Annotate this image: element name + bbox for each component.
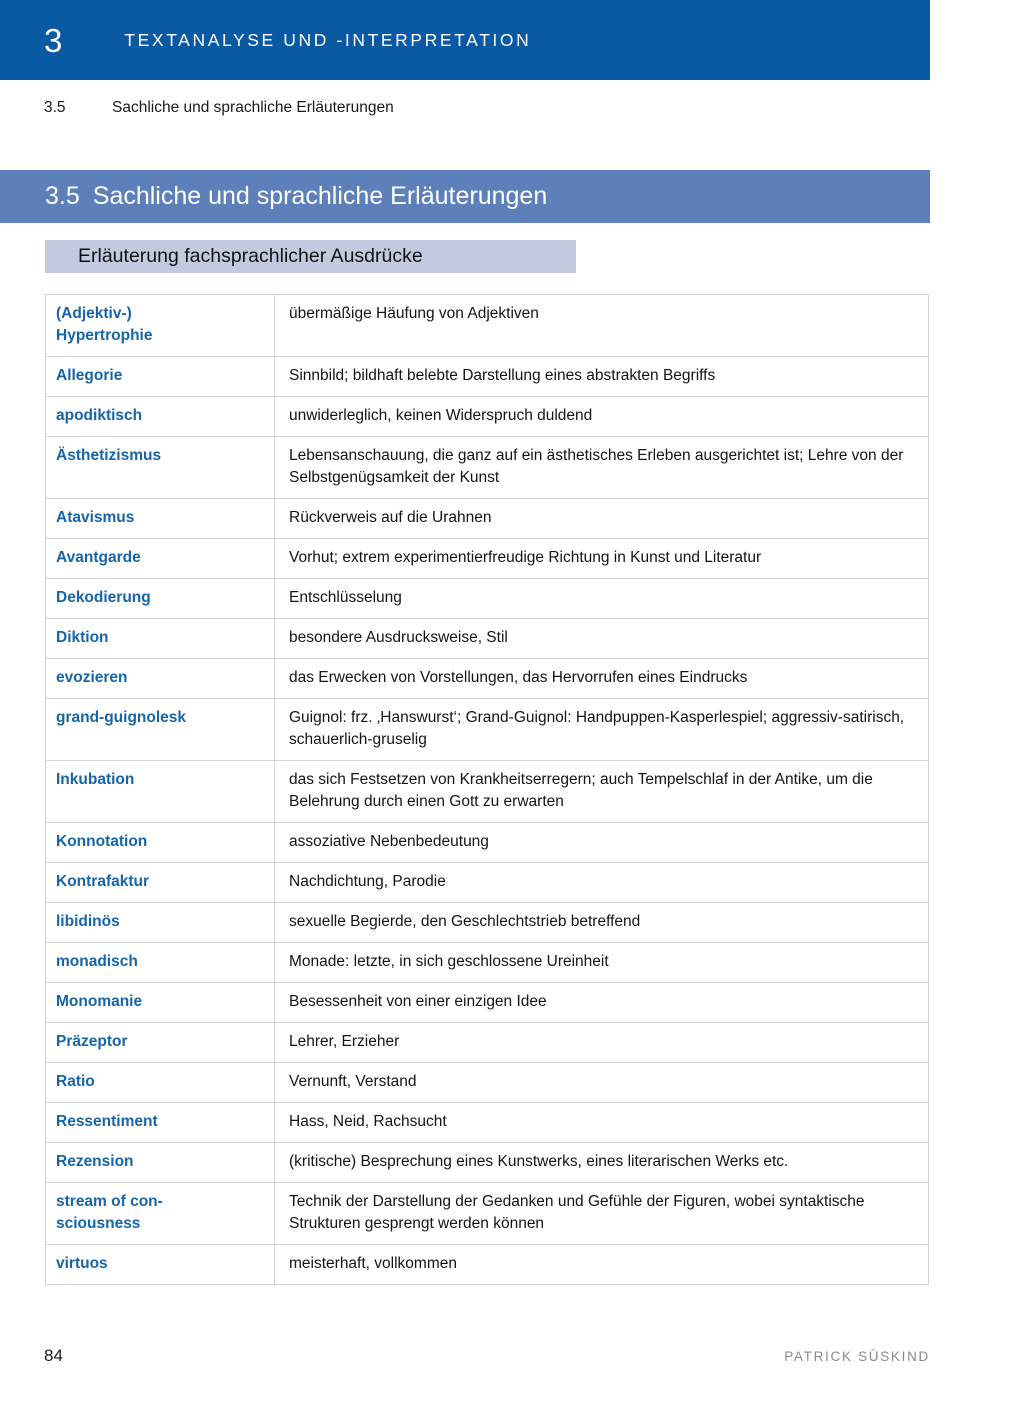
glossary-definition: das sich Festsetzen von Krankheitserregern; auch Tempelschlaf in der Antike, um die Belehrung durch einen Gott zu erwarten bbox=[275, 761, 929, 823]
glossary-term-line: Ratio bbox=[56, 1073, 95, 1090]
glossary-row bbox=[46, 823, 929, 863]
glossary-term-line: sciousness bbox=[56, 1215, 141, 1232]
glossary-term bbox=[46, 1063, 275, 1103]
glossary-row bbox=[46, 943, 929, 983]
glossary-term bbox=[46, 983, 275, 1023]
glossary-term bbox=[46, 619, 275, 659]
glossary-definition: Monade: letzte, in sich geschlossene Ureinheit bbox=[275, 943, 929, 983]
glossary-term bbox=[46, 579, 275, 619]
breadcrumb bbox=[44, 99, 394, 117]
glossary-row bbox=[46, 579, 929, 619]
glossary-row bbox=[46, 1245, 929, 1285]
glossary-term-line: libidinös bbox=[56, 913, 120, 930]
glossary-term bbox=[46, 659, 275, 699]
glossary-term-line: grand-guignolesk bbox=[56, 709, 187, 726]
glossary-term bbox=[46, 761, 275, 823]
glossary-term-line: (Adjektiv-) bbox=[56, 305, 132, 322]
glossary-term-line: Dekodierung bbox=[56, 589, 151, 606]
glossary-term-line: evozieren bbox=[56, 669, 128, 686]
glossary-definition: Technik der Darstellung der Gedanken und Gefühle der Figuren, wobei syntaktische Strukturen gesprengt werden können bbox=[275, 1183, 929, 1245]
glossary-term bbox=[46, 1143, 275, 1183]
glossary-row bbox=[46, 1103, 929, 1143]
glossary-row bbox=[46, 761, 929, 823]
glossary-definition: Besessenheit von einer einzigen Idee bbox=[275, 983, 929, 1023]
glossary-term bbox=[46, 539, 275, 579]
glossary-term-line: apodiktisch bbox=[56, 407, 143, 424]
glossary-definition: besondere Ausdrucksweise, Stil bbox=[275, 619, 929, 659]
glossary-row bbox=[46, 863, 929, 903]
glossary-row bbox=[46, 539, 929, 579]
section-heading-bar bbox=[0, 170, 930, 223]
glossary-definition: assoziative Nebenbedeutung bbox=[275, 823, 929, 863]
glossary-term-line: Allegorie bbox=[56, 367, 123, 384]
glossary-term bbox=[46, 823, 275, 863]
glossary-term bbox=[46, 1183, 275, 1245]
glossary-row bbox=[46, 1063, 929, 1103]
glossary-definition: unwiderleglich, keinen Widerspruch duldend bbox=[275, 397, 929, 437]
glossary-definition: das Erwecken von Vorstellungen, das Hervorrufen eines Eindrucks bbox=[275, 659, 929, 699]
glossary-definition: meisterhaft, vollkommen bbox=[275, 1245, 929, 1285]
glossary-row bbox=[46, 1023, 929, 1063]
glossary-term bbox=[46, 295, 275, 357]
glossary-row bbox=[46, 295, 929, 357]
glossary-row bbox=[46, 619, 929, 659]
subtitle-text: Erläuterung fachsprachlicher Ausdrücke bbox=[78, 245, 423, 267]
glossary-term-line: Hypertrophie bbox=[56, 327, 153, 344]
glossary-term-line: Rezension bbox=[56, 1153, 134, 1170]
glossary-definition: sexuelle Begierde, den Geschlechtstrieb betreffend bbox=[275, 903, 929, 943]
glossary-term-line: Konnotation bbox=[56, 833, 148, 850]
glossary-term bbox=[46, 943, 275, 983]
glossary-term-line: virtuos bbox=[56, 1255, 108, 1272]
glossary-row bbox=[46, 659, 929, 699]
page-number: 84 bbox=[44, 1346, 63, 1365]
chapter-title: TEXTANALYSE UND -INTERPRETATION bbox=[124, 29, 532, 50]
glossary-row bbox=[46, 983, 929, 1023]
glossary-term bbox=[46, 397, 275, 437]
glossary-definition: (kritische) Besprechung eines Kunstwerks, eines literarischen Werks etc. bbox=[275, 1143, 929, 1183]
glossary-term bbox=[46, 1245, 275, 1285]
glossary-row bbox=[46, 1183, 929, 1245]
section-title: Sachliche und sprachliche Erläuterungen bbox=[92, 182, 548, 210]
glossary-term-line: Diktion bbox=[56, 629, 109, 646]
glossary-row bbox=[46, 357, 929, 397]
footer-author: PATRICK SÜSKIND bbox=[784, 1349, 930, 1364]
glossary-definition: Sinnbild; bildhaft belebte Darstellung eines abstrakten Begriffs bbox=[275, 357, 929, 397]
glossary-definition: Vorhut; extrem experimentierfreudige Richtung in Kunst und Literatur bbox=[275, 539, 929, 579]
glossary-definition: Rückverweis auf die Urahnen bbox=[275, 499, 929, 539]
breadcrumb-label: Sachliche und sprachliche Erläuterungen bbox=[112, 99, 394, 116]
glossary-term bbox=[46, 1023, 275, 1063]
chapter-number: 3 bbox=[44, 21, 63, 59]
glossary-term bbox=[46, 863, 275, 903]
glossary-definition: Lehrer, Erzieher bbox=[275, 1023, 929, 1063]
glossary-term-line: monadisch bbox=[56, 953, 138, 970]
glossary-definition: übermäßige Häufung von Adjektiven bbox=[275, 295, 929, 357]
glossary-row bbox=[46, 397, 929, 437]
glossary-definition: Vernunft, Verstand bbox=[275, 1063, 929, 1103]
glossary-row bbox=[46, 499, 929, 539]
glossary-definition: Hass, Neid, Rachsucht bbox=[275, 1103, 929, 1143]
chapter-header-band bbox=[0, 0, 930, 80]
glossary-definition: Nachdichtung, Parodie bbox=[275, 863, 929, 903]
glossary-table bbox=[45, 294, 929, 1285]
glossary-term-line: stream of con- bbox=[56, 1193, 163, 1210]
glossary-term bbox=[46, 437, 275, 499]
subtitle-band bbox=[45, 240, 576, 273]
page-footer bbox=[0, 1346, 1024, 1370]
glossary-term-line: Atavismus bbox=[56, 509, 135, 526]
glossary-term bbox=[46, 357, 275, 397]
glossary-term-line: Präzeptor bbox=[56, 1033, 128, 1050]
glossary-term bbox=[46, 1103, 275, 1143]
glossary-definition: Entschlüsselung bbox=[275, 579, 929, 619]
glossary-term-line: Monomanie bbox=[56, 993, 143, 1010]
glossary-row bbox=[46, 437, 929, 499]
glossary-term bbox=[46, 499, 275, 539]
glossary-definition: Lebensanschauung, die ganz auf ein ästhetisches Erleben ausgerichtet ist; Lehre von der Selbstgenügsamkeit der Kunst bbox=[275, 437, 929, 499]
glossary-definition: Guignol: frz. ‚Hanswurst‘; Grand-Guignol: Handpuppen-Kasperlespiel; aggressiv-satirisch, schauerlich-gruselig bbox=[275, 699, 929, 761]
glossary-term-line: Ästhetizismus bbox=[56, 447, 162, 464]
glossary-term-line: Kontrafaktur bbox=[56, 873, 150, 890]
glossary-row bbox=[46, 699, 929, 761]
glossary-row bbox=[46, 1143, 929, 1183]
section-number: 3.5 bbox=[45, 182, 80, 210]
glossary-row bbox=[46, 903, 929, 943]
glossary-term bbox=[46, 903, 275, 943]
glossary-term-line: Inkubation bbox=[56, 771, 135, 788]
glossary-term bbox=[46, 699, 275, 761]
glossary-term-line: Ressentiment bbox=[56, 1113, 158, 1130]
breadcrumb-number: 3.5 bbox=[44, 99, 66, 116]
glossary-term-line: Avantgarde bbox=[56, 549, 141, 566]
glossary-table-body bbox=[46, 295, 929, 1285]
